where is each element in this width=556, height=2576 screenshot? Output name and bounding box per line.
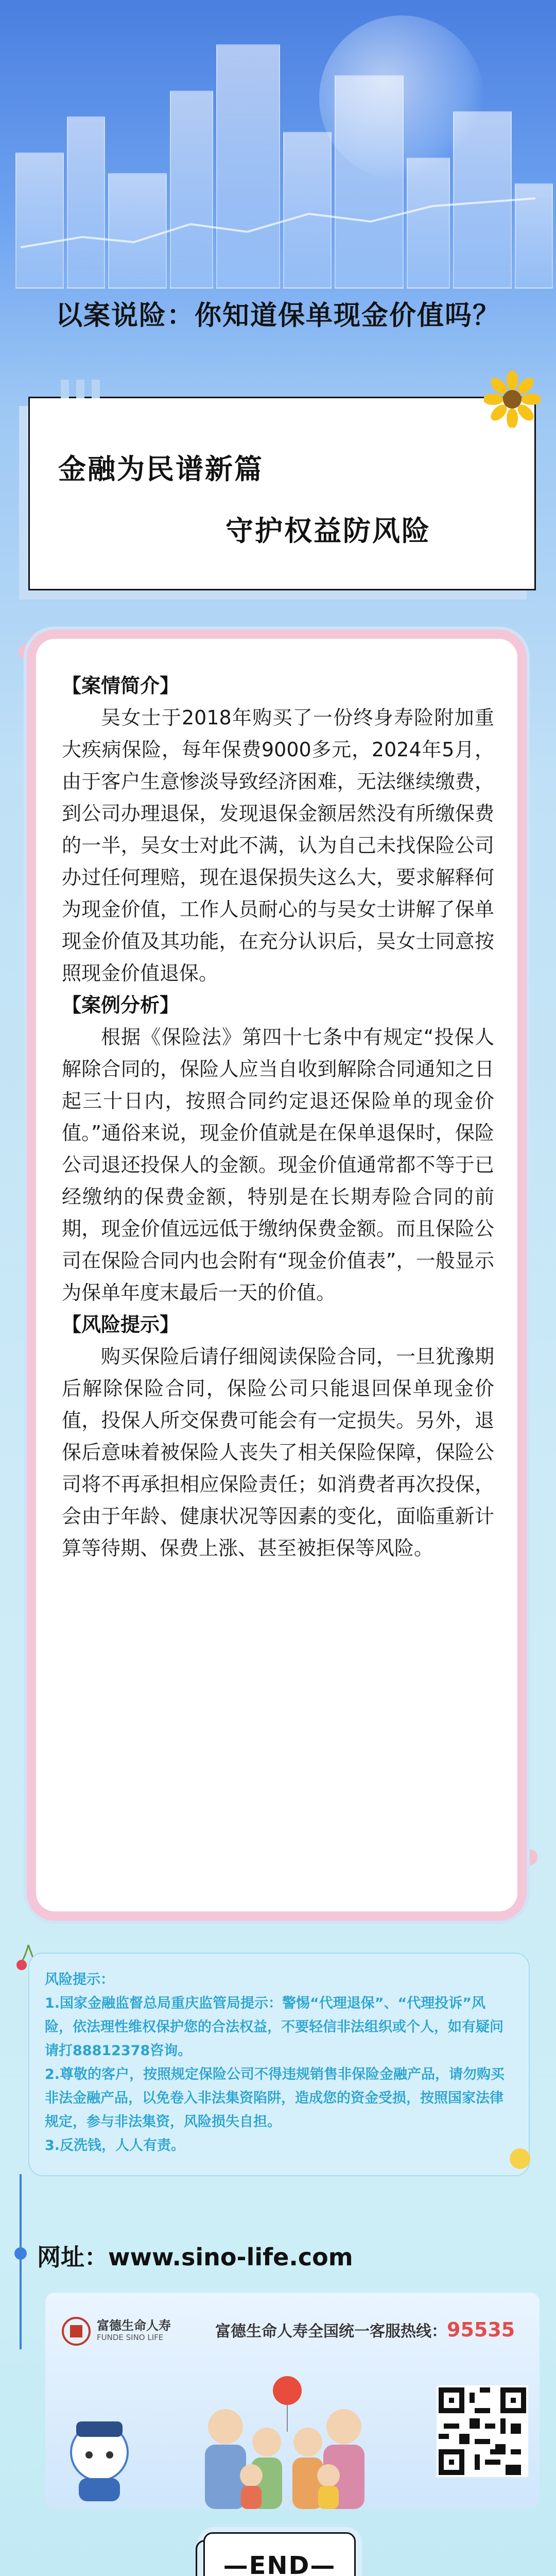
- page-title: 以案说险：你知道保单现金价值吗？: [55, 300, 500, 331]
- banner-line-2: 守护权益防风险: [225, 515, 431, 547]
- qr-code-image[interactable]: [437, 2385, 528, 2477]
- risk-notice-box: [28, 1953, 530, 2176]
- hero-skyline-image: [0, 0, 556, 289]
- end-marker: [203, 2532, 356, 2576]
- hotline-label: 富德生命人寿全国统一客服热线：: [215, 2323, 447, 2341]
- decor-stripe: [61, 380, 69, 398]
- case-analysis-text: 根据《保险法》第四十七条中有规定“投保人解除合同的，保险人应当自收到解除合同通知之日起三十日内，按照合同约定退还保险单的现金价值。”通俗来说，现金价值就是在保单退保时，保险公司退还投保人的金额。现金价值通常都不等于已经缴纳的保费金额，特别是在长期寿险合同的前期，现金价值远远低于缴纳保费金额。而且保险公司在保险合同内也会附有“现金价值表”，一般显示为保单年度末最后一天的价值。: [62, 1026, 494, 1304]
- hotline-text: [215, 2318, 515, 2341]
- decor-stripe: [92, 380, 100, 398]
- end-text: —END—: [223, 2551, 336, 2576]
- company-logo: [61, 2313, 179, 2349]
- trend-line-graphic: [21, 196, 535, 258]
- risk-heading: 【风险提示】: [62, 1313, 180, 1336]
- case-analysis-heading: 【案例分析】: [62, 994, 180, 1016]
- timeline-dot-icon: [14, 2247, 27, 2260]
- notice-heading: 风险提示：: [45, 1972, 114, 1988]
- hotline-number[interactable]: 95535: [447, 2318, 515, 2341]
- theme-banner: [28, 397, 536, 590]
- police-mascot-illustration: [56, 2416, 143, 2504]
- case-intro-heading: 【案情简介】: [62, 674, 180, 697]
- logo-cn-text: 富德生命人寿: [97, 2318, 171, 2333]
- website-link[interactable]: 网址：www.sino-life.com: [37, 2243, 353, 2271]
- notice-item: 1.国家金融监督总局重庆监管局提示：警惕“代理退保”、“代理投诉”风险，依法理性维权保护您的合法权益，不要轻信非法组织或个人，如有疑问请打88812378咨询。: [45, 1995, 503, 2059]
- logo-emblem-icon: [61, 2316, 92, 2347]
- logo-en-text: FUNDE SINO LIFE: [97, 2333, 164, 2342]
- notice-item: 3.反洗钱，人人有责。: [45, 2138, 185, 2154]
- risk-text: 购买保险后请仔细阅读保险合同，一旦犹豫期后解除保险合同，保险公司只能退回保单现金价值，投保人所交保费可能会有一定损失。另外，退保后意味着被保险人丧失了相关保险保障，保险公司将不再承担相应保险责任；如消费者再次投保，会由于年龄、健康状况等因素的变化，面临重新计算等待期、保费上涨、甚至被拒保等风险。: [62, 1345, 494, 1560]
- family-illustration: [148, 2370, 426, 2509]
- case-card: [36, 639, 517, 1911]
- timeline-line: [20, 2174, 22, 2349]
- banner-line-1: 金融为民谱新篇: [58, 453, 264, 485]
- qr-code-icon: [439, 2387, 526, 2475]
- notice-item: 2.尊敬的客户，按照规定保险公司不得违规销售非保险金融产品，请勿购买非法金融产品，以免卷入非法集资陷阱，造成您的资金受损，按照国家法律规定，参与非法集资，风险损失自担。: [45, 2066, 505, 2130]
- sunflower-icon: [484, 371, 541, 428]
- case-intro-text: 吴女士于2018年购买了一份终身寿险附加重大疾病保险，每年保费9000多元，2024年5月，由于客户生意惨淡导致经济困难，无法继续缴费，到公司办理退保，发现退保金额居然没有所缴保费的一半，吴女士对此不满，认为自己未找保险公司办过任何理赔，现在退保损失这么大，要求解释何为现金价值，工作人员耐心的与吴女士讲解了保单现金价值及其功能，在充分认识后，吴女士同意按照现金价值退保。: [62, 706, 494, 985]
- building-graphic: [170, 91, 213, 289]
- decor-stripe: [76, 380, 84, 398]
- company-ad-banner: [45, 2293, 540, 2509]
- sun-dot-icon: [510, 2148, 530, 2169]
